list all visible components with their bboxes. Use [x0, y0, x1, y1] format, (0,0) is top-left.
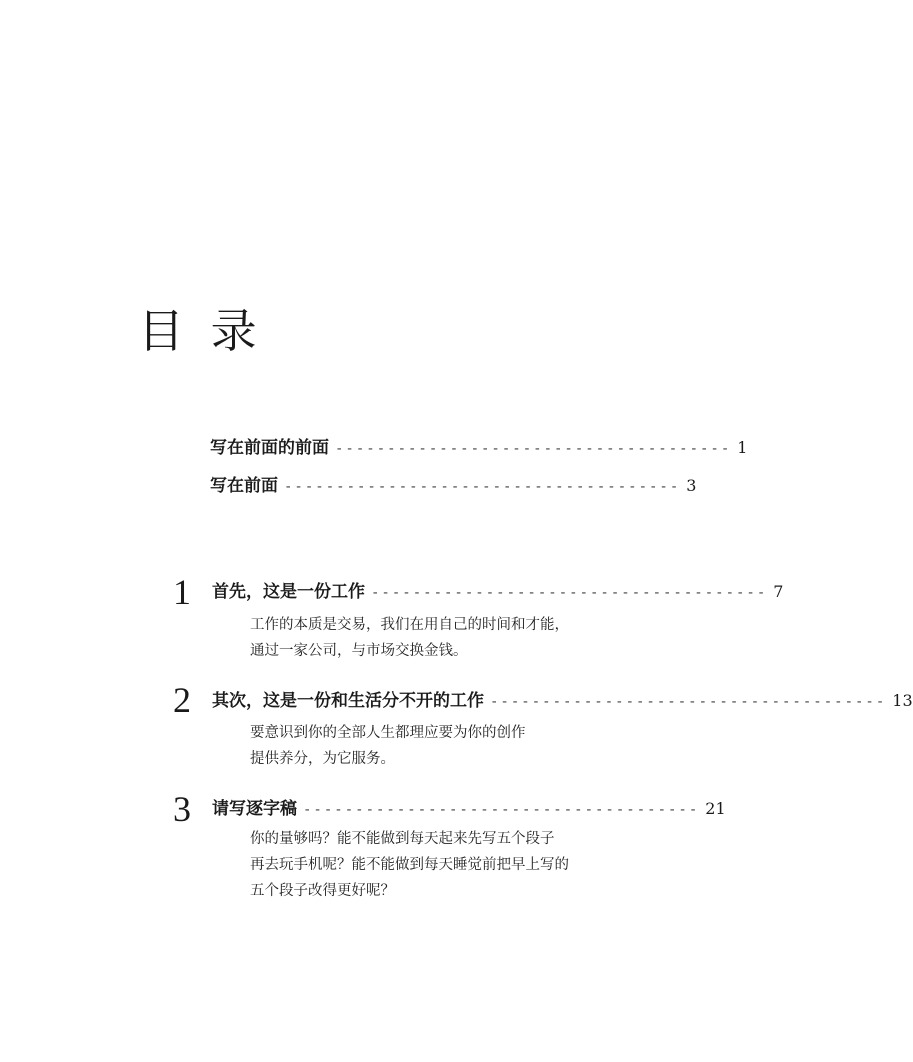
chapter-number: 1	[173, 572, 191, 612]
page-number: 21	[705, 799, 726, 818]
dot-leader: --------------------------------------	[335, 441, 732, 457]
chapter-description	[250, 720, 590, 772]
entry-title: 首先，这是一份工作	[212, 582, 365, 602]
page-number: 3	[686, 476, 697, 495]
chapter-number: 2	[173, 680, 191, 720]
description-line: 五个段子改得更好呢？	[250, 883, 395, 899]
description-line: 工作的本质是交易，我们在用自己的时间和才能，	[250, 617, 569, 633]
page-number: 7	[773, 582, 784, 601]
entry-title: 写在前面	[210, 476, 278, 496]
toc-entry-prelude-2[interactable]	[210, 474, 697, 498]
description-line: 要意识到你的全部人生都理应要为你的创作	[250, 725, 526, 741]
chapter-number: 3	[173, 789, 191, 829]
dot-leader: --------------------------------------	[371, 585, 768, 601]
entry-title: 写在前面的前面	[210, 438, 329, 458]
chapter-description	[250, 612, 590, 664]
dot-leader: --------------------------------------	[490, 694, 887, 710]
description-line: 提供养分，为它服务。	[250, 751, 395, 767]
description-line: 通过一家公司，与市场交换金钱。	[250, 643, 468, 659]
description-line: 再去玩手机呢？能不能做到每天睡觉前把早上写的	[250, 857, 569, 873]
entry-title: 请写逐字稿	[212, 799, 297, 819]
page-title: 目 录	[138, 304, 263, 358]
dot-leader: --------------------------------------	[284, 479, 681, 495]
toc-entry-chapter-1[interactable]	[212, 580, 784, 604]
dot-leader: --------------------------------------	[303, 802, 700, 818]
chapter-description	[250, 826, 590, 904]
toc-entry-chapter-2[interactable]	[212, 689, 913, 713]
entry-title: 其次，这是一份和生活分不开的工作	[212, 691, 484, 711]
description-line: 你的量够吗？能不能做到每天起来先写五个段子	[250, 831, 555, 847]
toc-entry-chapter-3[interactable]	[212, 797, 726, 821]
toc-entry-prelude-1[interactable]	[210, 436, 748, 460]
page-number: 1	[737, 438, 748, 457]
page-number: 13	[892, 691, 913, 710]
